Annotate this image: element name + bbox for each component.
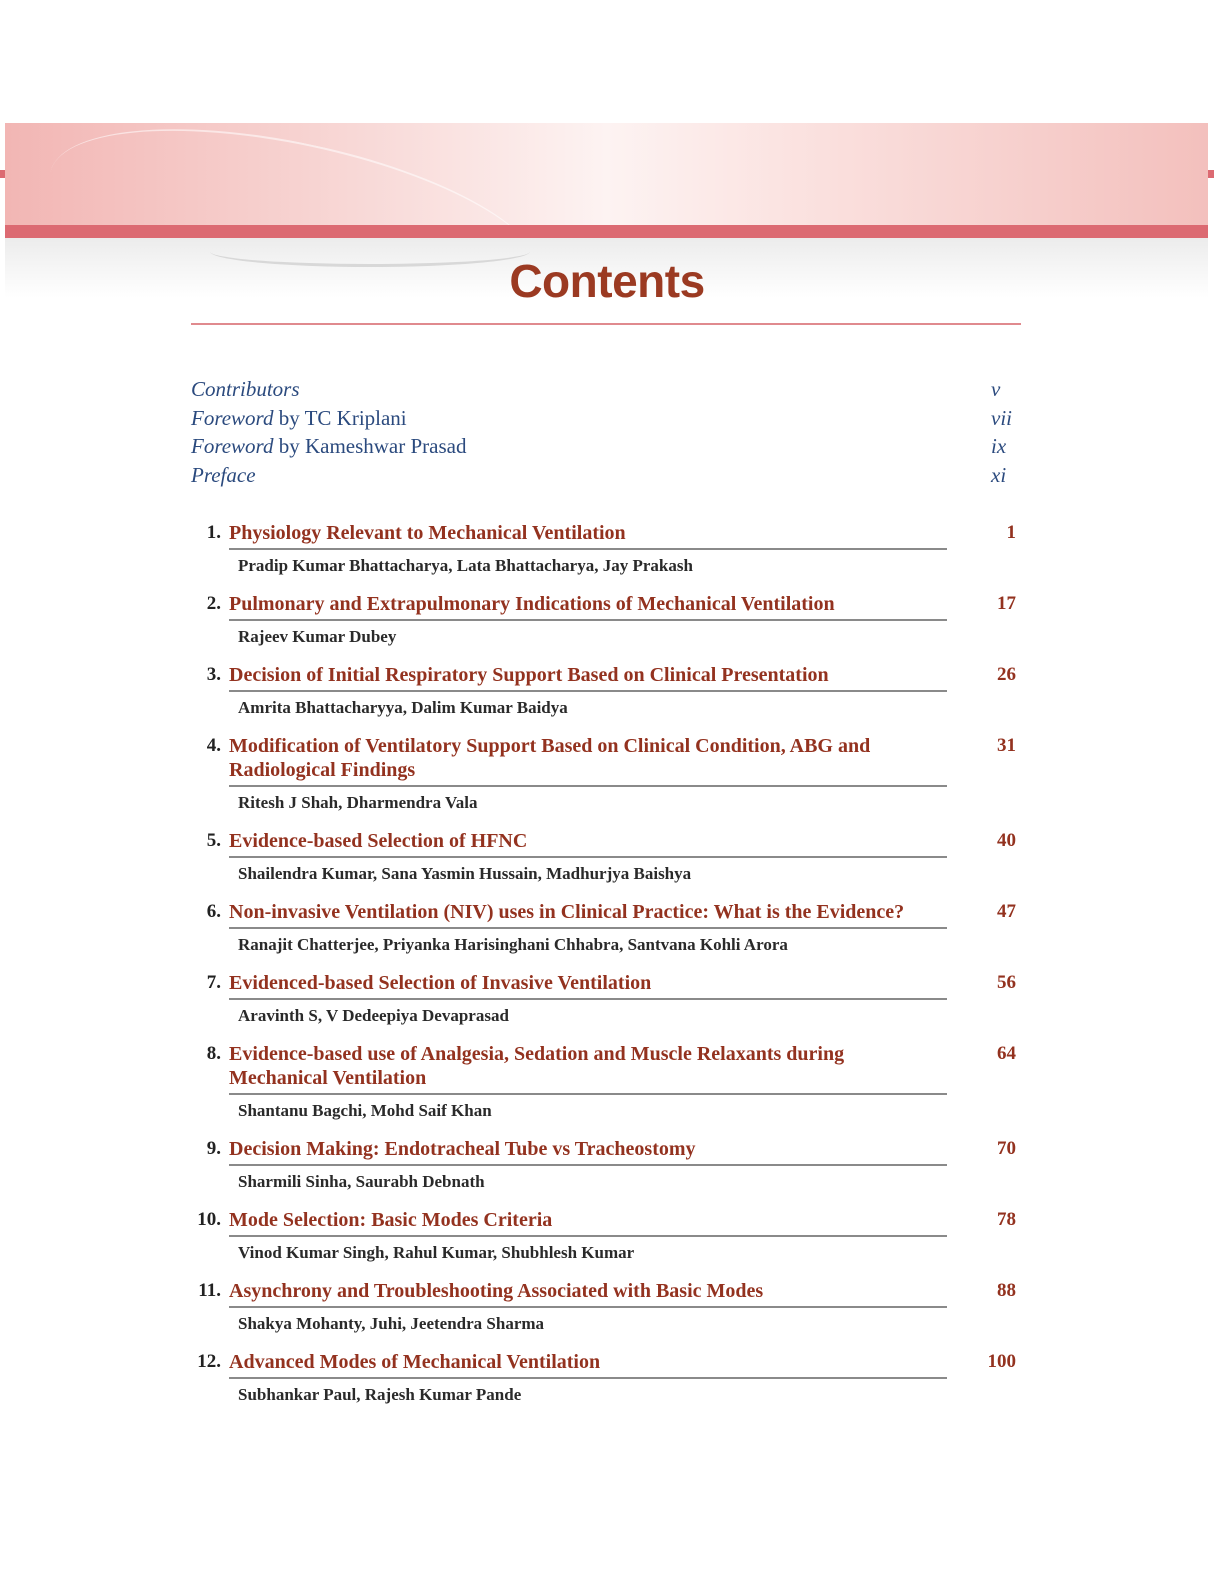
chapter-page: 56 bbox=[997, 972, 1016, 993]
front-matter-label: Contributors bbox=[191, 377, 300, 401]
chapter-number: 5. bbox=[206, 830, 221, 851]
chapter-entry-1[interactable] bbox=[191, 521, 1021, 577]
chapter-authors: Vinod Kumar Singh, Rahul Kumar, Shubhlesh Kumar bbox=[238, 1243, 635, 1262]
chapter-authors: Shailendra Kumar, Sana Yasmin Hussain, Madhurjya Baishya bbox=[238, 864, 692, 883]
front-matter-page: v bbox=[991, 377, 1001, 401]
chapter-title[interactable]: Evidence-based Selection of HFNC bbox=[229, 830, 528, 852]
chapter-number: 11. bbox=[198, 1280, 221, 1301]
front-matter-list bbox=[191, 375, 1021, 489]
chapter-page: 17 bbox=[997, 593, 1016, 614]
chapter-title[interactable]: Asynchrony and Troubleshooting Associated with Basic Modes bbox=[229, 1280, 764, 1302]
chapter-number: 10. bbox=[197, 1209, 221, 1230]
chapter-number: 4. bbox=[206, 735, 221, 756]
chapter-title[interactable]: Mode Selection: Basic Modes Criteria bbox=[229, 1209, 553, 1231]
chapter-number: 12. bbox=[197, 1351, 221, 1372]
chapter-entry-4[interactable] bbox=[191, 734, 1021, 814]
front-matter-label: Foreword bbox=[191, 405, 274, 430]
chapter-entry-11[interactable] bbox=[191, 1279, 1021, 1335]
chapter-number: 1. bbox=[206, 522, 221, 543]
chapter-number: 7. bbox=[206, 972, 221, 993]
chapter-number: 3. bbox=[206, 664, 221, 685]
title-divider bbox=[191, 323, 1021, 325]
chapter-number: 2. bbox=[206, 593, 221, 614]
front-matter-label: Foreword bbox=[191, 434, 274, 459]
chapter-entry-12[interactable] bbox=[191, 1350, 1021, 1406]
banner-swirl-decoration bbox=[34, 93, 557, 355]
chapter-authors: Ranajit Chatterjee, Priyanka Harisinghani Chhabra, Santvana Kohli Arora bbox=[238, 935, 788, 954]
chapter-authors: Amrita Bhattacharyya, Dalim Kumar Baidya bbox=[238, 698, 568, 717]
chapter-title[interactable]: Advanced Modes of Mechanical Ventilation bbox=[229, 1351, 601, 1373]
page-title: Contents bbox=[509, 255, 705, 307]
front-matter-item-foreword-prasad[interactable] bbox=[191, 432, 1021, 461]
chapter-authors: Shakya Mohanty, Juhi, Jeetendra Sharma bbox=[238, 1314, 545, 1333]
chapter-title[interactable]: Non-invasive Ventilation (NIV) uses in Clinical Practice: What is the Evidence? bbox=[229, 901, 905, 923]
chapter-page: 100 bbox=[987, 1351, 1016, 1372]
chapter-page: 70 bbox=[997, 1138, 1016, 1159]
front-matter-item-foreword-kriplani[interactable] bbox=[191, 404, 1021, 433]
chapter-title[interactable]: Physiology Relevant to Mechanical Ventilation bbox=[229, 522, 626, 544]
chapter-authors: Rajeev Kumar Dubey bbox=[238, 627, 397, 646]
front-matter-page: xi bbox=[991, 462, 1007, 487]
chapter-number: 6. bbox=[206, 901, 221, 922]
chapter-number: 9. bbox=[206, 1138, 221, 1159]
chapter-entry-5[interactable] bbox=[191, 829, 1021, 885]
front-matter-label-rest: by TC Kriplani bbox=[273, 405, 407, 430]
chapter-page: 31 bbox=[997, 735, 1016, 756]
chapter-page: 47 bbox=[997, 901, 1016, 922]
front-matter-page: ix bbox=[991, 434, 1007, 459]
chapter-title[interactable]: Pulmonary and Extrapulmonary Indications of Mechanical Ventilation bbox=[229, 593, 835, 615]
chapter-entry-8[interactable] bbox=[191, 1042, 1021, 1122]
front-matter-page: vii bbox=[991, 405, 1012, 430]
header-banner bbox=[5, 123, 1208, 225]
front-matter-label-rest: by Kameshwar Prasad bbox=[273, 434, 467, 459]
banner-tab-right bbox=[1208, 170, 1214, 178]
chapter-authors: Ritesh J Shah, Dharmendra Vala bbox=[238, 793, 478, 812]
chapter-authors: Pradip Kumar Bhattacharya, Lata Bhattacharya, Jay Prakash bbox=[238, 556, 693, 575]
chapter-page: 78 bbox=[997, 1209, 1016, 1230]
chapter-page: 64 bbox=[997, 1043, 1016, 1064]
chapter-title[interactable]: Evidenced-based Selection of Invasive Ventilation bbox=[229, 972, 652, 994]
chapter-page: 26 bbox=[997, 664, 1016, 685]
front-matter-label: Preface bbox=[191, 462, 256, 487]
chapter-title[interactable]: Decision Making: Endotracheal Tube vs Tracheostomy bbox=[229, 1138, 696, 1160]
chapter-page: 88 bbox=[997, 1280, 1016, 1301]
chapter-title[interactable]: Modification of Ventilatory Support Based on Clinical Condition, ABG and Radiological Findings bbox=[229, 735, 871, 781]
chapter-authors: Aravinth S, V Dedeepiya Devaprasad bbox=[238, 1006, 509, 1025]
banner-tab-left bbox=[0, 170, 5, 178]
chapter-entry-7[interactable] bbox=[191, 971, 1021, 1027]
front-matter-item-contributors[interactable] bbox=[191, 375, 1021, 404]
chapter-entry-6[interactable] bbox=[191, 900, 1021, 956]
banner-stripe bbox=[5, 225, 1208, 238]
chapter-authors: Subhankar Paul, Rajesh Kumar Pande bbox=[238, 1385, 522, 1404]
chapter-entry-2[interactable] bbox=[191, 592, 1021, 648]
chapter-authors: Sharmili Sinha, Saurabh Debnath bbox=[238, 1172, 485, 1191]
chapter-entry-9[interactable] bbox=[191, 1137, 1021, 1193]
chapter-page: 40 bbox=[997, 830, 1016, 851]
chapter-page: 1 bbox=[1006, 522, 1016, 543]
chapter-authors: Shantanu Bagchi, Mohd Saif Khan bbox=[238, 1101, 492, 1120]
front-matter-item-preface[interactable] bbox=[191, 461, 1021, 490]
chapter-title[interactable]: Decision of Initial Respiratory Support Based on Clinical Presentation bbox=[229, 664, 829, 686]
chapter-entry-10[interactable] bbox=[191, 1208, 1021, 1264]
chapter-title[interactable]: Evidence-based use of Analgesia, Sedation and Muscle Relaxants during Mechanical Ventilation bbox=[229, 1043, 845, 1089]
chapter-number: 8. bbox=[206, 1043, 221, 1064]
chapter-entry-3[interactable] bbox=[191, 663, 1021, 719]
